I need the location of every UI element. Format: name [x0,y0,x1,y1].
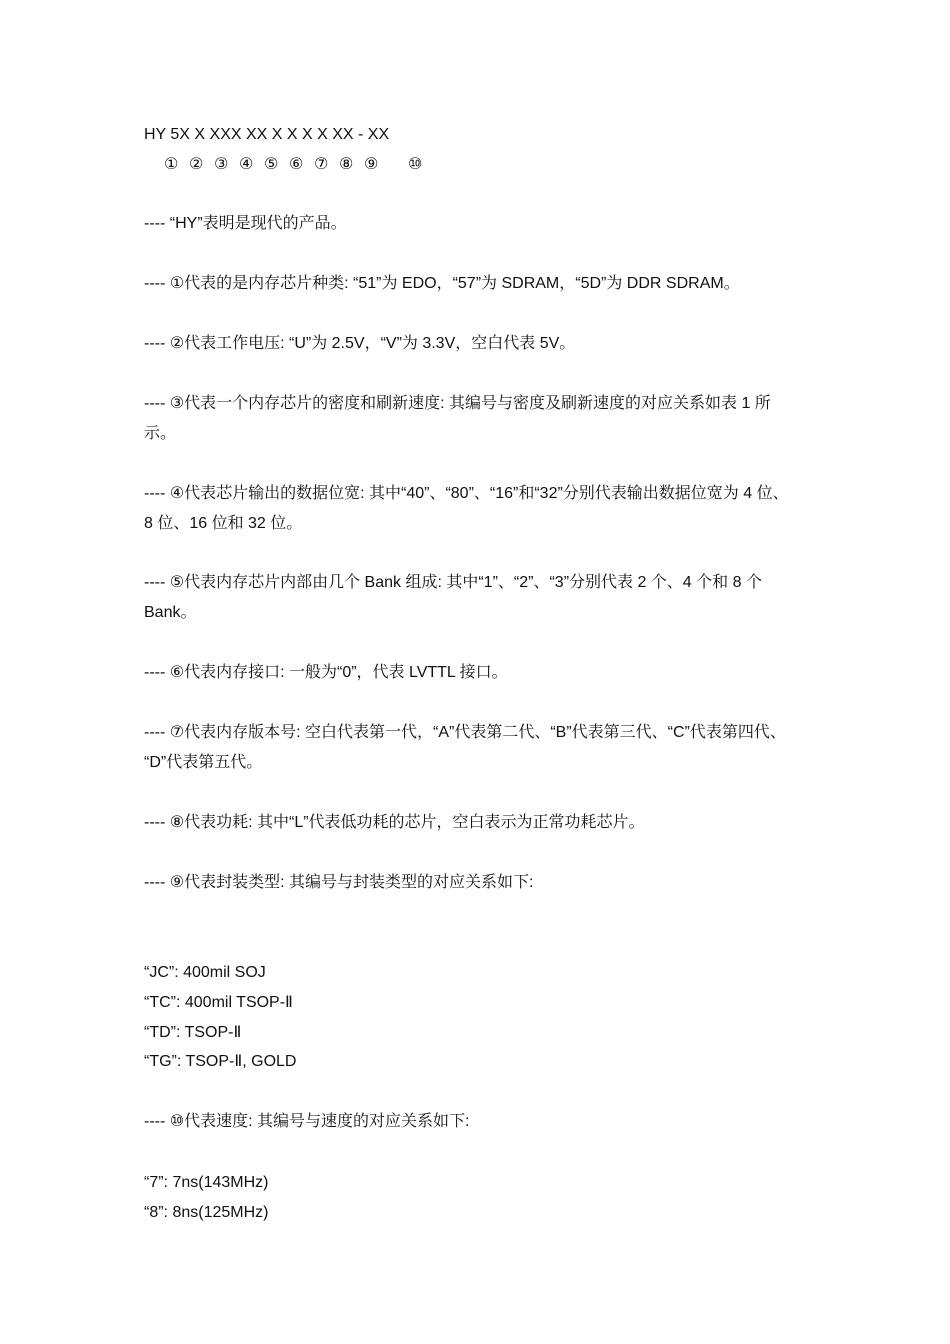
paragraph-voltage: ---- ②代表工作电压: “U”为 2.5V，“V”为 3.3V，空白代表 5V。 [144,335,576,352]
paragraph-width-line1: ---- ④代表芯片输出的数据位宽: 其中“40”、“80”、“16”和“32”分别代表输出数据位宽为 4 位、 [144,485,789,502]
marker-6: ⑥ [289,156,304,173]
marker-8: ⑧ [339,156,354,173]
marker-5: ⑤ [264,156,279,173]
package-type-item: “TD”: TSOP-Ⅱ [144,1024,242,1041]
marker-2: ② [189,156,204,173]
part-number-format: HY 5X X XXX XX X X X X XX - XX [144,126,390,143]
paragraph-speed: ---- ⑩代表速度: 其编号与速度的对应关系如下: [144,1113,470,1130]
package-type-item: “TC”: 400mil TSOP-Ⅱ [144,994,293,1011]
paragraph-bank-line2: Bank。 [144,604,197,621]
package-type-item: “JC”: 400mil SOJ [144,964,266,981]
paragraph-density-line1: ---- ③代表一个内存芯片的密度和刷新速度: 其编号与密度及刷新速度的对应关系如表 1 所 [144,395,771,412]
marker-4: ④ [239,156,254,173]
marker-1: ① [164,156,179,173]
paragraph-version-line2: “D”代表第五代。 [144,754,263,771]
paragraph-hy: ---- “HY”表明是现代的产品。 [144,215,347,232]
speed-item: “7”: 7ns(143MHz) [144,1174,269,1191]
paragraph-width-line2: 8 位、16 位和 32 位。 [144,515,303,532]
paragraph-chip-type: ---- ①代表的是内存芯片种类: “51”为 EDO，“57”为 SDRAM，“5D”为 DDR SDRAM。 [144,275,740,292]
paragraph-package: ---- ⑨代表封装类型: 其编号与封装类型的对应关系如下: [144,874,534,891]
paragraph-version-line1: ---- ⑦代表内存版本号: 空白代表第一代，“A”代表第二代、“B”代表第三代、“C”代表第四代、 [144,724,786,741]
paragraph-power: ---- ⑧代表功耗: 其中“L”代表低功耗的芯片，空白表示为正常功耗芯片。 [144,814,645,831]
paragraph-density-line2: 示。 [144,425,177,442]
marker-10: ⑩ [408,156,423,173]
package-type-item: “TG”: TSOP-Ⅱ, GOLD [144,1053,297,1070]
paragraph-bank-line1: ---- ⑤代表内存芯片内部由几个 Bank 组成: 其中“1”、“2”、“3”分别代表 2 个、4 个和 8 个 [144,574,762,591]
position-markers [164,155,422,175]
paragraph-interface: ---- ⑥代表内存接口: 一般为“0”，代表 LVTTL 接口。 [144,664,508,681]
marker-9: ⑨ [364,156,379,173]
marker-3: ③ [214,156,229,173]
speed-item: “8”: 8ns(125MHz) [144,1204,269,1221]
marker-7: ⑦ [314,156,329,173]
